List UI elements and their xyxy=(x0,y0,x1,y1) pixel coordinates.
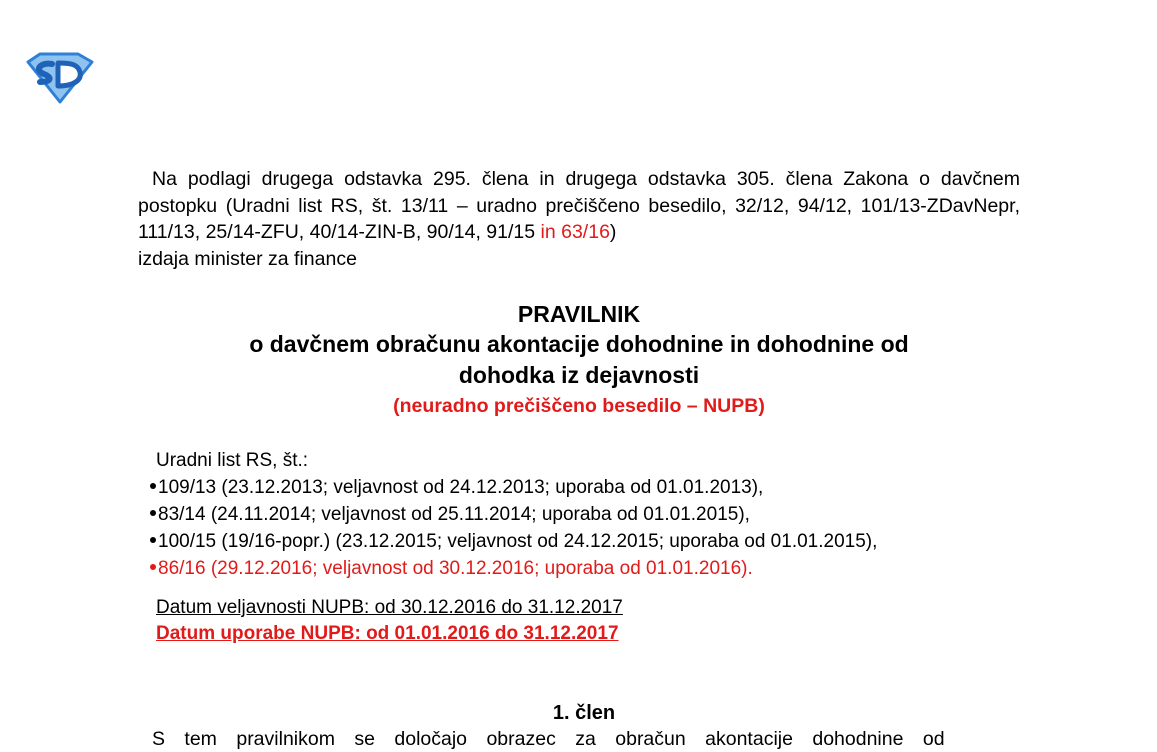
gazette-heading: Uradni list RS, št.: xyxy=(156,450,309,471)
application-date: Datum uporabe NUPB: od 01.01.2016 do 31.12.2017 xyxy=(156,623,619,644)
gazette-item: 109/13 (23.12.2013; veljavnost od 24.12.2013; uporaba od 01.01.2013), xyxy=(150,476,763,500)
preamble-amendment: in 63/16 xyxy=(540,221,610,243)
publisher-logo-icon xyxy=(22,50,96,104)
gazette-item: 100/15 (19/16-popr.) (23.12.2015; veljavnost od 24.12.2015; uporaba od 01.01.2015), xyxy=(150,530,877,554)
bullet-icon xyxy=(150,564,156,570)
preamble-text-end: ) xyxy=(609,221,617,243)
article-1-heading: 1. člen xyxy=(552,702,616,724)
validity-date: Datum veljavnosti NUPB: od 30.12.2016 do 31.12.2017 xyxy=(156,597,623,618)
gazette-item: 83/14 (24.11.2014; veljavnost od 25.11.2014; uporaba od 01.01.2015), xyxy=(150,503,750,527)
bullet-icon xyxy=(150,537,156,543)
preamble-text: Na podlagi drugega odstavka 295. člena in drugega odstavka 305. člena Zakona o davčnem postopku (Uradni list RS, št. 13/11 – uradno prečiščeno besedilo, 32/12, 94/12, 101/13-ZDavNepr, 111/13, 25/14-ZFU, 40/14-ZIN-B, 90/14, 91/15 xyxy=(138,168,1020,243)
preamble-issuer: izdaja minister za finance xyxy=(138,247,357,270)
document-subtitle-line-2: dohodka iz dejavnosti xyxy=(458,362,700,388)
bullet-icon xyxy=(150,510,156,516)
article-1-text: S tem pravilnikom se določajo obrazec za obračun akontacije dohodnine od xyxy=(152,728,945,750)
bullet-icon xyxy=(150,483,156,489)
document-title-block xyxy=(138,299,1020,421)
nupb-dates xyxy=(156,595,623,647)
document-version-note: (neuradno prečiščeno besedilo – NUPB) xyxy=(393,395,765,417)
document-title: PRAVILNIK xyxy=(517,301,641,327)
gazette-item-highlighted: 86/16 (29.12.2016; veljavnost od 30.12.2016; uporaba od 01.01.2016). xyxy=(150,557,753,581)
preamble-paragraph xyxy=(138,166,1020,272)
document-subtitle-line-1: o davčnem obračunu akontacije dohodnine in dohodnine od xyxy=(249,331,909,357)
